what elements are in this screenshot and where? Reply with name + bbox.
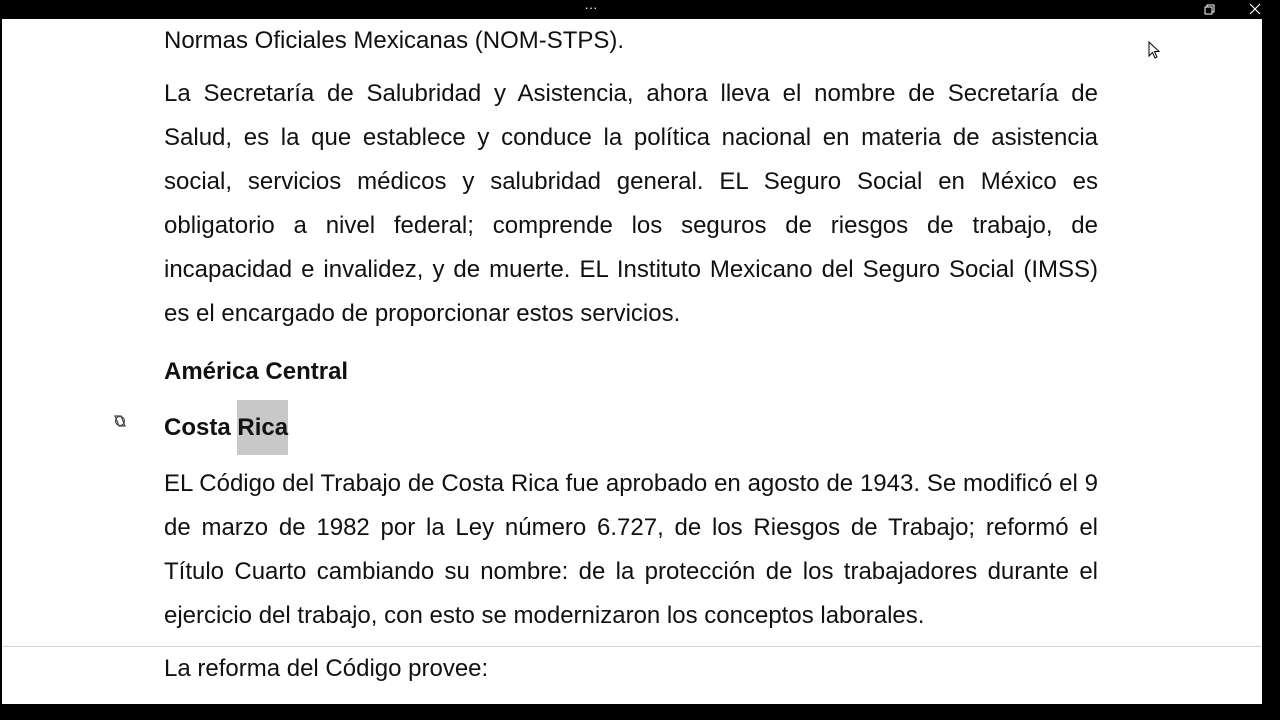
close-icon (1246, 2, 1264, 17)
restore-button[interactable] (1200, 2, 1218, 17)
close-button[interactable] (1246, 2, 1264, 17)
mouse-pointer-icon (1148, 41, 1162, 61)
selected-text-rica[interactable]: Rica (237, 400, 288, 455)
heading-costa-word: Costa (164, 414, 231, 441)
text-line-nom-stps: Normas Oficiales Mexicanas (NOM-STPS). (164, 27, 625, 54)
copilot-icon (112, 414, 128, 428)
restore-icon (1200, 2, 1218, 17)
more-options-button[interactable]: ··· (584, 0, 598, 15)
paragraph-secretaria-salud: La Secretaría de Salubridad y Asistencia, ahora lleva el nombre de Secretaría de Salud, es la que establece y conduce la política nacional en materia de asistencia social, servicios médicos y salubridad general. EL Seguro Social en México es obligatorio a nivel federal; comprende los seguros de riesgos de trabajo, de incapacidad e invalidez, y de muerte. EL Instituto Mexicano del Seguro Social (IMSS) es el encargado de proporcionar estos servicios. (164, 80, 1098, 327)
heading-america-central: América Central (164, 358, 349, 385)
document-page[interactable] (2, 19, 1262, 704)
window-right-edge (1262, 19, 1280, 720)
heading-costa-rica (164, 414, 1098, 442)
paragraph-codigo-trabajo: EL Código del Trabajo de Costa Rica fue aprobado en agosto de 1943. Se modificó el 9 de marzo de 1982 por la Ley número 6.727, de los Riesgos de Trabajo; reformó el Título Cuarto cambiando su nombre: de la protección de los trabajadores durante el ejercicio del trabajo, con esto se modernizaron los conceptos laborales. (164, 470, 1098, 629)
window-bottom-edge (0, 704, 1280, 720)
window-titlebar (0, 0, 1280, 19)
margin-copilot-button[interactable] (112, 414, 128, 428)
text-line-reforma: La reforma del Código provee: (164, 655, 489, 682)
